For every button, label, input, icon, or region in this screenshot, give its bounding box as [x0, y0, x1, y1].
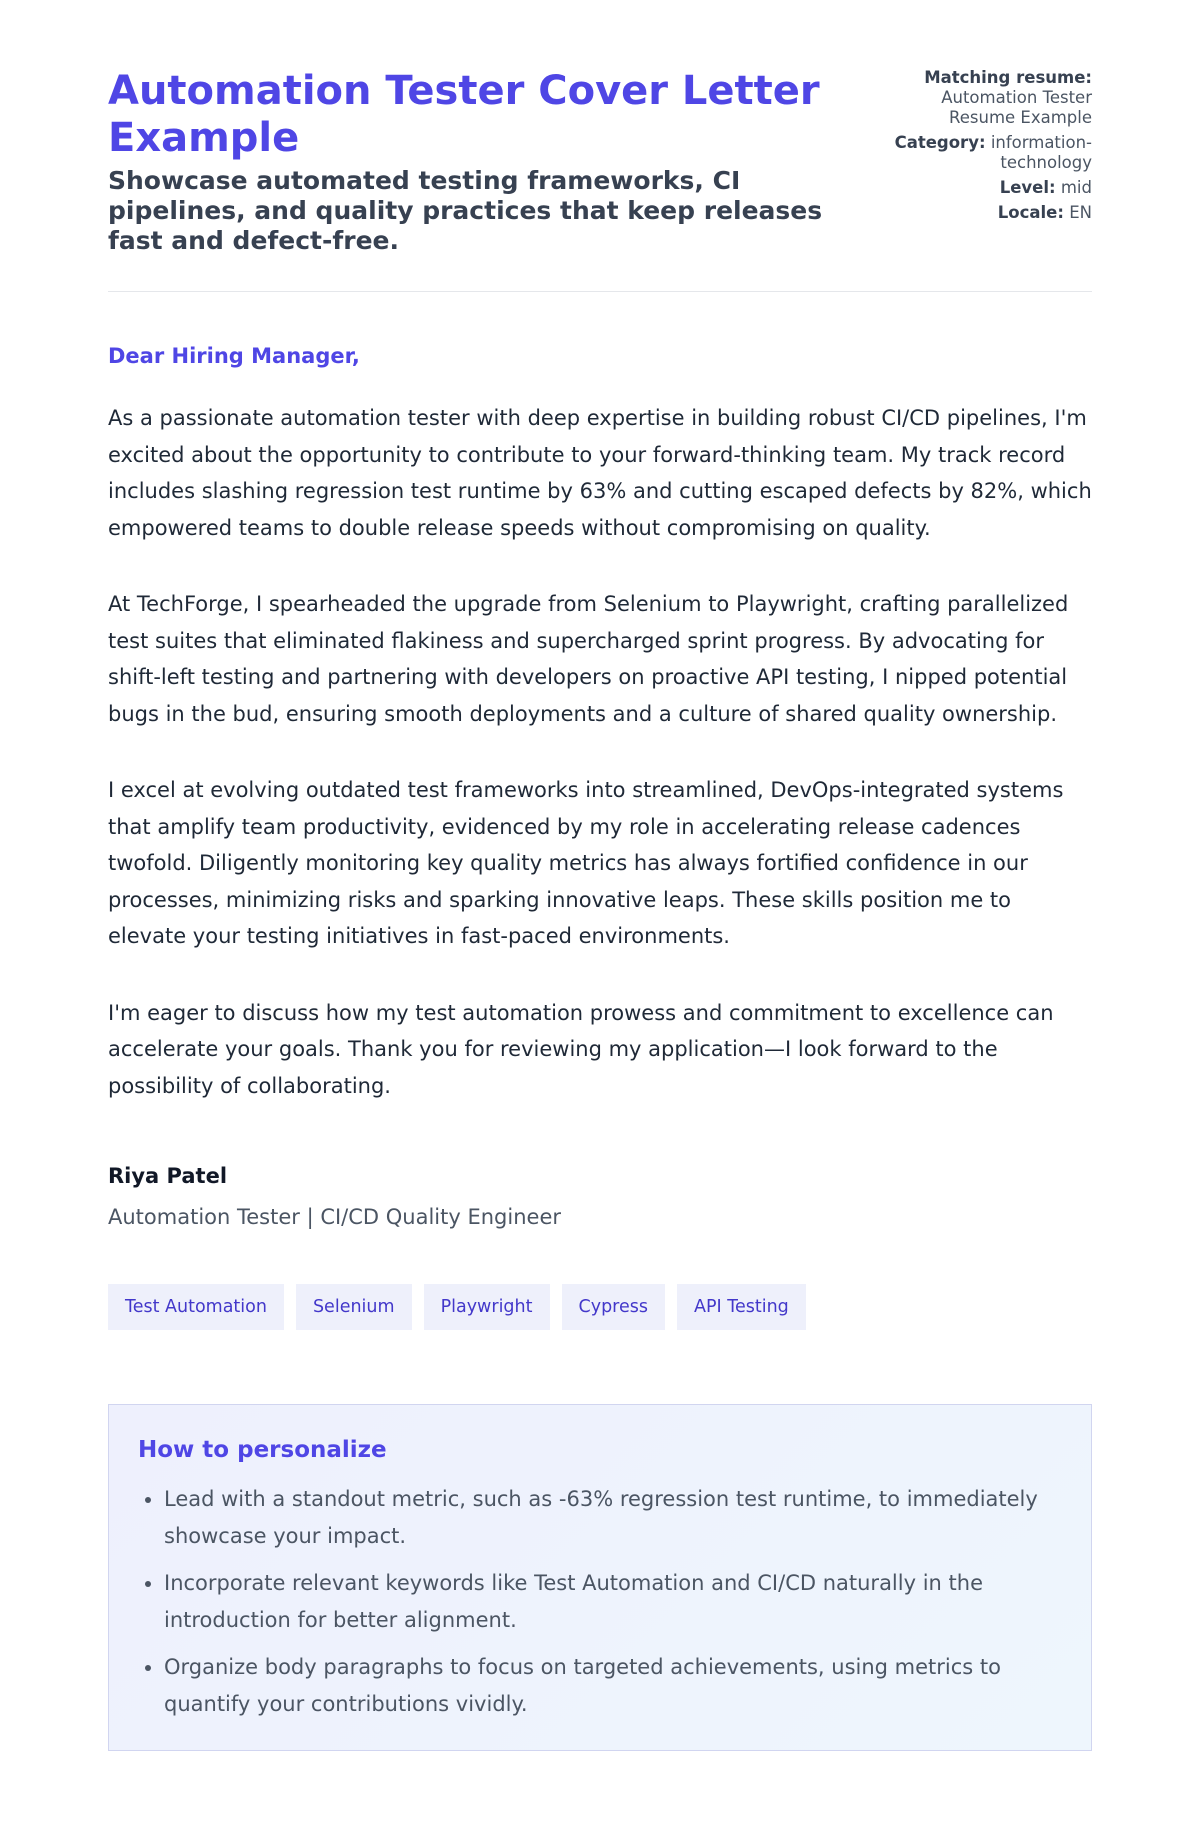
letter-paragraph: I'm eager to discuss how my test automation prowess and commitment to excellence can accelerate your goals. Thank you for reviewing my application—I look forward to the possibility of collaborating. — [108, 1000, 1054, 1098]
skill-tag: Cypress — [562, 1284, 666, 1330]
meta-locale-label: Locale: — [997, 203, 1064, 222]
meta-category — [872, 133, 1092, 173]
signature-block — [108, 1162, 1092, 1231]
meta-locale-value: EN — [1069, 203, 1092, 222]
header-titles — [108, 68, 853, 256]
meta-category-value: information-technology — [990, 133, 1092, 172]
meta-matching-resume-label: Matching resume: — [924, 68, 1092, 87]
tips-list — [138, 1481, 1061, 1722]
meta-matching-resume-value[interactable]: Automation Tester Resume Example — [941, 88, 1092, 127]
signature-name: Riya Patel — [108, 1164, 228, 1188]
page-header — [108, 0, 1092, 256]
letter-greeting: Dear Hiring Manager, — [108, 344, 360, 368]
page-title: Automation Tester Cover Letter Example — [108, 68, 820, 161]
skill-tag: Test Automation — [108, 1284, 284, 1330]
tip-item: • Organize body paragraphs to focus on targeted achievements, using metrics to quantify your contributions vividly. — [164, 1649, 1061, 1722]
header-divider — [108, 291, 1092, 292]
letter-paragraph: As a passionate automation tester with deep expertise in building robust CI/CD pipelines, I'm excited about the opportunity to contribute to your forward-thinking team. My track record includes slashing regression test runtime by 63% and cutting escaped defects by 82%, which empowered teams to double release speeds without compromising on quality. — [108, 406, 1092, 540]
meta-category-label: Category: — [894, 133, 986, 152]
letter-paragraph: At TechForge, I spearheaded the upgrade from Selenium to Playwright, crafting parallelized test suites that eliminated flakiness and supercharged sprint progress. By advocating for shift-left testing and partnering with developers on proactive API testing, I nipped potential bugs in the bud, ensuring smooth deployments and a culture of shared quality ownership. — [108, 592, 1069, 726]
letter-body — [108, 342, 1092, 1231]
meta-matching-resume — [872, 68, 1092, 128]
signature-role: Automation Tester | CI/CD Quality Engineer — [108, 1205, 561, 1229]
tip-item: • Lead with a standout metric, such as -63% regression test runtime, to immediately showcase your impact. — [164, 1481, 1061, 1554]
meta-level-value: mid — [1060, 178, 1092, 197]
meta-level-label: Level: — [999, 178, 1056, 197]
skill-tag: Playwright — [424, 1284, 550, 1330]
tip-item: • Incorporate relevant keywords like Test Automation and CI/CD naturally in the introduction for better alignment. — [164, 1565, 1061, 1638]
tips-title: How to personalize — [138, 1437, 387, 1463]
page-subtitle: Showcase automated testing frameworks, CI pipelines, and quality practices that keep releases fast and defect-free. — [108, 166, 823, 255]
meta-panel — [872, 68, 1092, 228]
skill-tag: API Testing — [677, 1284, 806, 1330]
letter-paragraph: I excel at evolving outdated test frameworks into streamlined, DevOps-integrated systems that amplify team productivity, evidenced by my role in accelerating release cadences twofold. Diligently monitoring key quality metrics has always fortified confidence in our processes, minimizing risks and sparking innovative leaps. These skills position me to elevate your testing initiatives in fast-paced environments. — [108, 778, 1064, 948]
skill-tags — [108, 1284, 1092, 1330]
personalize-tips-box — [108, 1404, 1092, 1751]
meta-level — [872, 178, 1092, 198]
meta-locale — [872, 203, 1092, 223]
skill-tag: Selenium — [296, 1284, 412, 1330]
